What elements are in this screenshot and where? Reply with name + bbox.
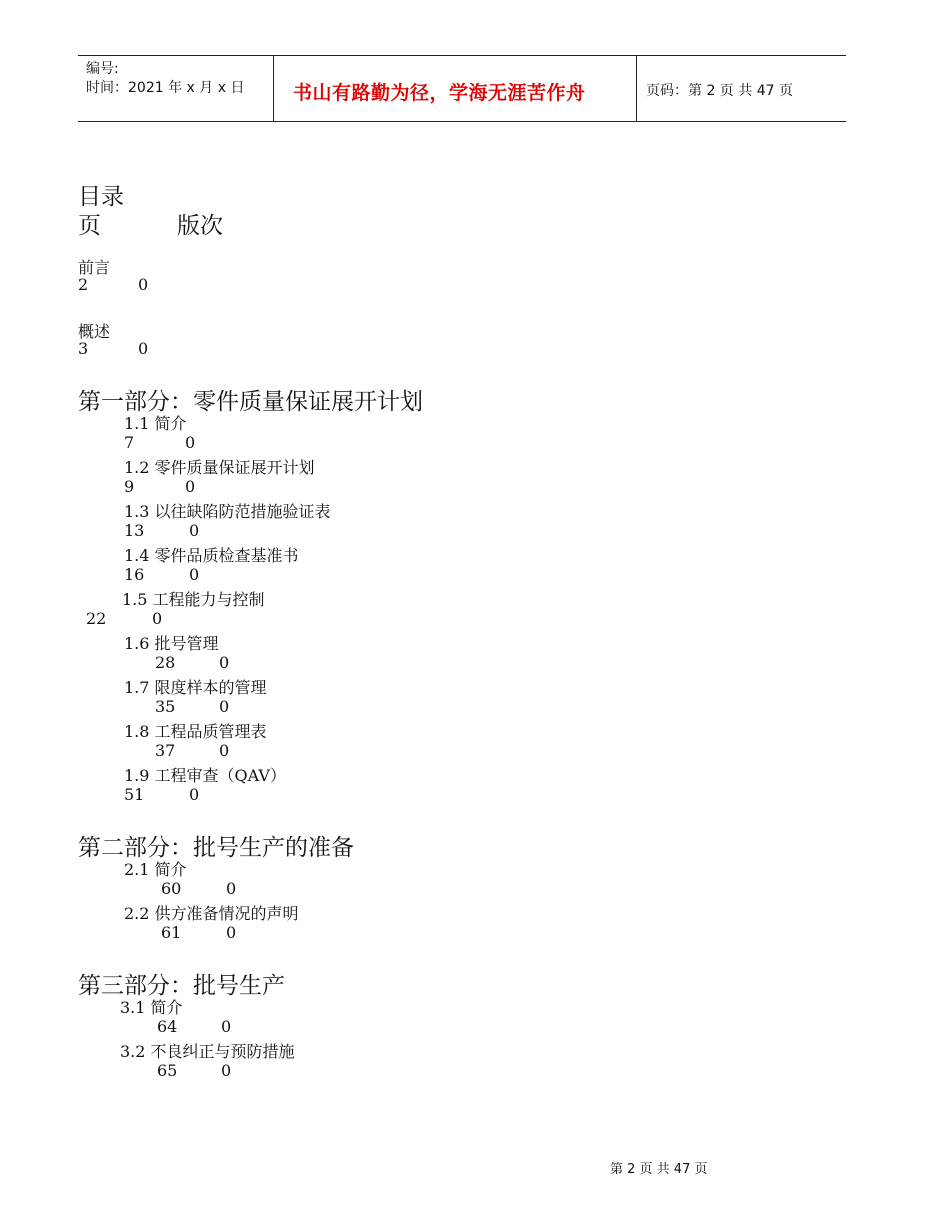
- toc-entry-page: 28: [155, 653, 176, 672]
- motto: 书山有路勤为径，学海无涯苦作舟: [293, 82, 586, 104]
- toc-column-page: 页: [78, 213, 101, 239]
- toc-entry-label: 3.1 简介: [120, 998, 183, 1017]
- toc-section-part2: 第二部分：批号生产的准备: [78, 835, 354, 861]
- toc-entry-version: 0: [189, 521, 200, 540]
- toc-entry-overview: 概述: [78, 322, 111, 341]
- toc-entry-label: 1.8 工程品质管理表: [124, 722, 267, 741]
- toc-entry-version: 0: [185, 433, 196, 452]
- toc-entry-version: 0: [219, 741, 230, 760]
- toc-entry-version: 0: [189, 785, 200, 804]
- header-divider-left: [273, 55, 274, 121]
- toc-entry-page: 60: [161, 879, 182, 898]
- toc-entry-version: 0: [189, 565, 200, 584]
- toc-entry-version: 0: [185, 477, 196, 496]
- document-date: 时间：2021 年 x 月 x 日: [86, 80, 245, 96]
- toc-entry-version: 0: [226, 879, 237, 898]
- header-top-rule: [78, 55, 846, 56]
- toc-entry-label: 1.7 限度样本的管理: [124, 678, 267, 697]
- header-page-number: 页码：第 2 页 共 47 页: [646, 83, 793, 99]
- toc-entry-label: 1.5 工程能力与控制: [122, 590, 265, 609]
- toc-entry-label: 1.2 零件质量保证展开计划: [124, 458, 315, 477]
- page-footer: 第 2 页 共 47 页: [610, 1162, 708, 1177]
- toc-entry-label: 3.2 不良纠正与预防措施: [120, 1042, 295, 1061]
- toc-entry-version: 0: [226, 923, 237, 942]
- toc-entry-version: 0: [221, 1061, 232, 1080]
- toc-entry-label: 2.2 供方准备情况的声明: [124, 904, 299, 923]
- toc-entry-version: 0: [219, 653, 230, 672]
- toc-title: 目录: [78, 184, 124, 210]
- toc-entry-page: 35: [155, 697, 176, 716]
- toc-entry-label: 2.1 简介: [124, 860, 187, 879]
- toc-section-part1: 第一部分：零件质量保证展开计划: [78, 389, 423, 415]
- toc-entry-page: 9: [124, 477, 135, 496]
- toc-entry-page: 2: [78, 275, 89, 294]
- toc-entry-page: 7: [124, 433, 135, 452]
- toc-entry-page: 51: [124, 785, 145, 804]
- toc-entry-page: 16: [124, 565, 145, 584]
- toc-entry-page: 61: [161, 923, 182, 942]
- toc-entry-page: 3: [78, 339, 89, 358]
- toc-entry-page: 65: [157, 1061, 178, 1080]
- toc-column-version: 版次: [177, 213, 223, 239]
- header-bottom-rule: [78, 121, 846, 122]
- toc-entry-preface: 前言: [78, 258, 111, 277]
- toc-entry-version: 0: [221, 1017, 232, 1036]
- toc-entry-page: 37: [155, 741, 176, 760]
- toc-entry-page: 22: [86, 609, 107, 628]
- toc-entry-label: 1.6 批号管理: [124, 634, 219, 653]
- toc-entry-version: 0: [138, 339, 149, 358]
- toc-entry-label: 1.1 简介: [124, 414, 187, 433]
- toc-entry-version: 0: [152, 609, 163, 628]
- toc-entry-label: 1.9 工程审查（QAV）: [124, 766, 286, 785]
- toc-entry-label: 1.4 零件品质检查基准书: [124, 546, 299, 565]
- document-number-label: 编号:: [86, 61, 119, 77]
- toc-entry-version: 0: [138, 275, 149, 294]
- toc-entry-page: 13: [124, 521, 145, 540]
- header-divider-right: [636, 55, 637, 121]
- toc-section-part3: 第三部分：批号生产: [78, 973, 285, 999]
- toc-entry-label: 1.3 以往缺陷防范措施验证表: [124, 502, 331, 521]
- toc-entry-version: 0: [219, 697, 230, 716]
- toc-entry-page: 64: [157, 1017, 178, 1036]
